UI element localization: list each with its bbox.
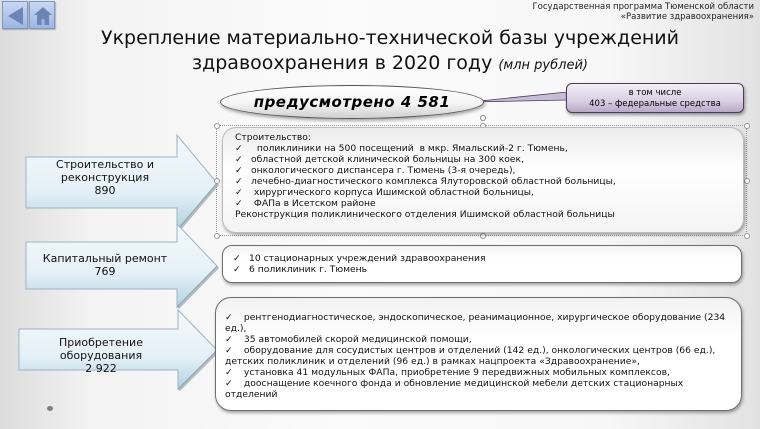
resize-handle[interactable]	[744, 233, 750, 239]
check-icon: ✓	[235, 187, 243, 198]
list-item-text: областной детской клинической больницы на 300 коек,	[251, 154, 525, 165]
list-item	[233, 253, 741, 264]
rotate-handle[interactable]	[480, 115, 486, 121]
program-subtitle: «Развитие здравоохранения»	[620, 12, 754, 22]
arrow-construction-amount: 890	[94, 184, 116, 197]
arrow-capital-repair-line-1: Капитальный ремонт	[42, 252, 168, 265]
house-icon	[33, 6, 53, 26]
callout-line-2: 403 – федеральные средства	[589, 99, 721, 109]
resize-handle[interactable]	[744, 123, 750, 129]
resize-handle[interactable]	[214, 178, 220, 184]
list-item-text: онкологического диспансера г. Тюмень (3-я очередь),	[251, 165, 516, 176]
list-item-text: оборудование для сосудистых центров и отделений (142 ед.), онкологических центров (66 ед.), детских поликлиник и отделений (96 ед.) в рамках нацпроекта «Здравоохранение»,	[225, 345, 716, 367]
program-header	[532, 2, 754, 22]
title-line-2	[60, 51, 720, 78]
arrow-equipment-amount: 2 922	[85, 362, 117, 375]
arrow-equipment-label	[20, 336, 182, 375]
federal-funds-callout	[566, 83, 744, 113]
list-item	[235, 143, 743, 154]
arrow-construction-line-1: Строительство и	[56, 158, 154, 171]
construction-details-box	[222, 127, 744, 233]
list-item	[235, 154, 743, 165]
list-item	[225, 367, 729, 378]
arrow-capital-repair-amount: 769	[94, 265, 116, 278]
list-item-text: 10 стационарных учреждений здравоохранения	[249, 253, 486, 264]
list-item	[233, 264, 741, 275]
arrow-construction-label	[30, 158, 180, 197]
check-icon: ✓	[235, 198, 243, 209]
list-item-text: поликлиники на 500 посещений в мкр. Ямальский-2 г. Тюмень,	[251, 143, 568, 154]
resize-handle[interactable]	[480, 233, 486, 239]
list-item-text: 35 автомобилей скорой медицинской помощи,	[241, 334, 472, 345]
list-item-text: 6 поликлиник г. Тюмень	[249, 264, 368, 275]
callout-line-1: в том числе	[628, 88, 682, 98]
check-icon: ✓	[235, 165, 243, 176]
back-button[interactable]	[2, 1, 28, 29]
list-item	[235, 176, 743, 187]
list-item	[225, 378, 729, 400]
check-icon: ✓	[233, 264, 241, 275]
check-icon: ✓	[225, 367, 233, 378]
resize-handle[interactable]	[214, 123, 220, 129]
list-item	[225, 312, 729, 334]
list-item-text: установка 41 модульных ФАПа, приобретение 9 передвижных мобильных комплексов,	[241, 367, 670, 378]
list-item-text: лечебно-диагностического комплекса Ялуторовской областной больницы,	[251, 176, 616, 187]
title-line-1: Укрепление материально-технической базы учреждений	[101, 27, 679, 49]
check-icon: ✓	[235, 143, 243, 154]
list-item-text: рентгенодиагностическое, эндоскопическое, реанимационное, хирургическое оборудование (234 ед.),	[225, 312, 726, 334]
title-line-2-text: здравоохранения в 2020 году	[192, 52, 493, 74]
decorative-dot	[47, 406, 53, 411]
check-icon: ✓	[235, 176, 243, 187]
list-item	[225, 334, 729, 345]
list-item	[225, 345, 729, 367]
construction-heading: Строительство:	[235, 132, 312, 143]
title-unit: (млн рублей)	[498, 58, 588, 73]
program-name: Государственная программа Тюменской области	[532, 2, 754, 12]
check-icon: ✓	[225, 312, 233, 323]
triangle-left-icon	[6, 6, 26, 26]
list-item	[235, 187, 743, 198]
arrow-equipment-line-1: Приобретение оборудования	[59, 336, 143, 362]
check-icon: ✓	[225, 334, 233, 345]
check-icon: ✓	[225, 378, 233, 389]
arrow-capital-repair	[25, 223, 220, 309]
list-item-text: хирургического корпуса Ишимской областной больницы,	[251, 187, 534, 198]
list-item-text: дооснащение коечного фонда и обновление медицинской мебели детских стационарных отделений	[225, 378, 684, 400]
resize-handle[interactable]	[744, 178, 750, 184]
page-title	[60, 26, 720, 78]
arrow-construction	[25, 134, 220, 232]
planned-total-label: предусмотрено 4 581	[253, 93, 451, 111]
equipment-details-box	[215, 297, 742, 411]
arrow-construction-line-2: реконструкция	[60, 171, 150, 184]
list-item-text: ФАПа в Исетском районе	[251, 198, 376, 209]
construction-footer: Реконструкция поликлинического отделения Ишимской областной больницы	[235, 209, 615, 220]
check-icon: ✓	[225, 345, 233, 356]
arrow-equipment	[18, 309, 220, 391]
capital-repair-details-box	[222, 245, 742, 283]
home-button[interactable]	[29, 1, 55, 29]
planned-total-oval	[220, 85, 484, 119]
arrow-capital-repair-label	[30, 252, 180, 278]
list-item	[235, 165, 743, 176]
list-item	[235, 198, 743, 209]
check-icon: ✓	[233, 253, 241, 264]
callout-pointer	[470, 92, 570, 106]
check-icon: ✓	[235, 154, 243, 165]
resize-handle[interactable]	[214, 233, 220, 239]
